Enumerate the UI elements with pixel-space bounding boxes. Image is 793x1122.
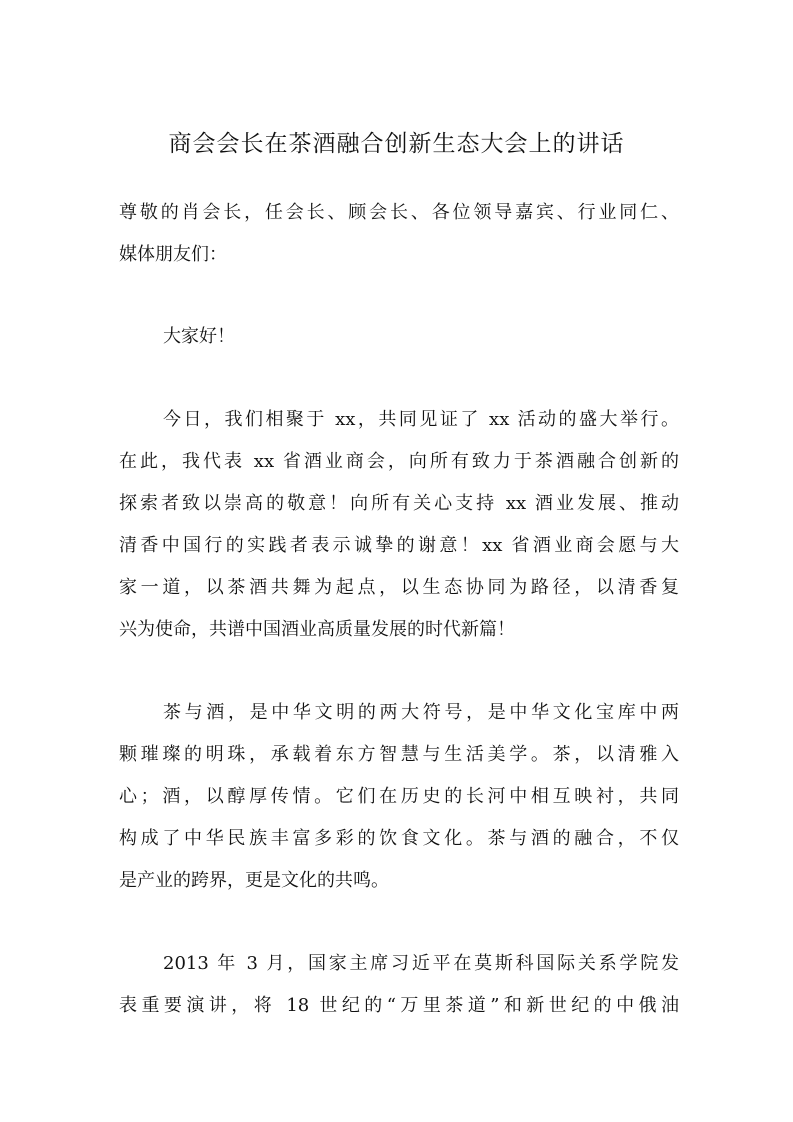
paragraph-line: 探索者致以崇高的敬意！向所有关心支持 xx 酒业发展、推动 xyxy=(119,493,679,514)
document-title: 商会会长在茶酒融合创新生态大会上的讲话 xyxy=(168,131,625,157)
paragraph-line: 清香中国行的实践者表示诚挚的谢意！xx 省酒业商会愿与大 xyxy=(119,535,679,556)
paragraph-line: 茶与酒，是中华文明的两大符号，是中华文化宝库中两 xyxy=(163,702,679,723)
paragraph-line: 心；酒，以醇厚传情。它们在历史的长河中相互映衬，共同 xyxy=(119,786,679,807)
paragraph-line: 家一道，以茶酒共舞为起点，以生态协同为路径，以清香复 xyxy=(119,577,679,598)
greeting-line: 大家好！ xyxy=(163,326,235,347)
paragraph-line: 2013 年 3 月，国家主席习近平在莫斯科国际关系学院发 xyxy=(163,953,679,974)
paragraph-line: 兴为使命，共谱中国酒业高质量发展的时代新篇！ xyxy=(119,619,515,640)
salutation-line: 媒体朋友们： xyxy=(119,244,227,265)
paragraph-line: 今日，我们相聚于 xx，共同见证了 xx 活动的盛大举行。 xyxy=(163,409,679,430)
paragraph-line: 颗璀璨的明珠，承载着东方智慧与生活美学。茶，以清雅入 xyxy=(119,744,679,765)
paragraph-line: 在此，我代表 xx 省酒业商会，向所有致力于茶酒融合创新的 xyxy=(119,451,679,472)
paragraph-line: 表重要演讲，将 18 世纪的“万里茶道”和新世纪的中俄油 xyxy=(119,995,679,1016)
paragraph-line: 是产业的跨界，更是文化的共鸣。 xyxy=(119,870,389,891)
salutation-line: 尊敬的肖会长，任会长、顾会长、各位领导嘉宾、行业同仁、 xyxy=(119,202,679,223)
paragraph-line: 构成了中华民族丰富多彩的饮食文化。茶与酒的融合，不仅 xyxy=(119,828,679,849)
